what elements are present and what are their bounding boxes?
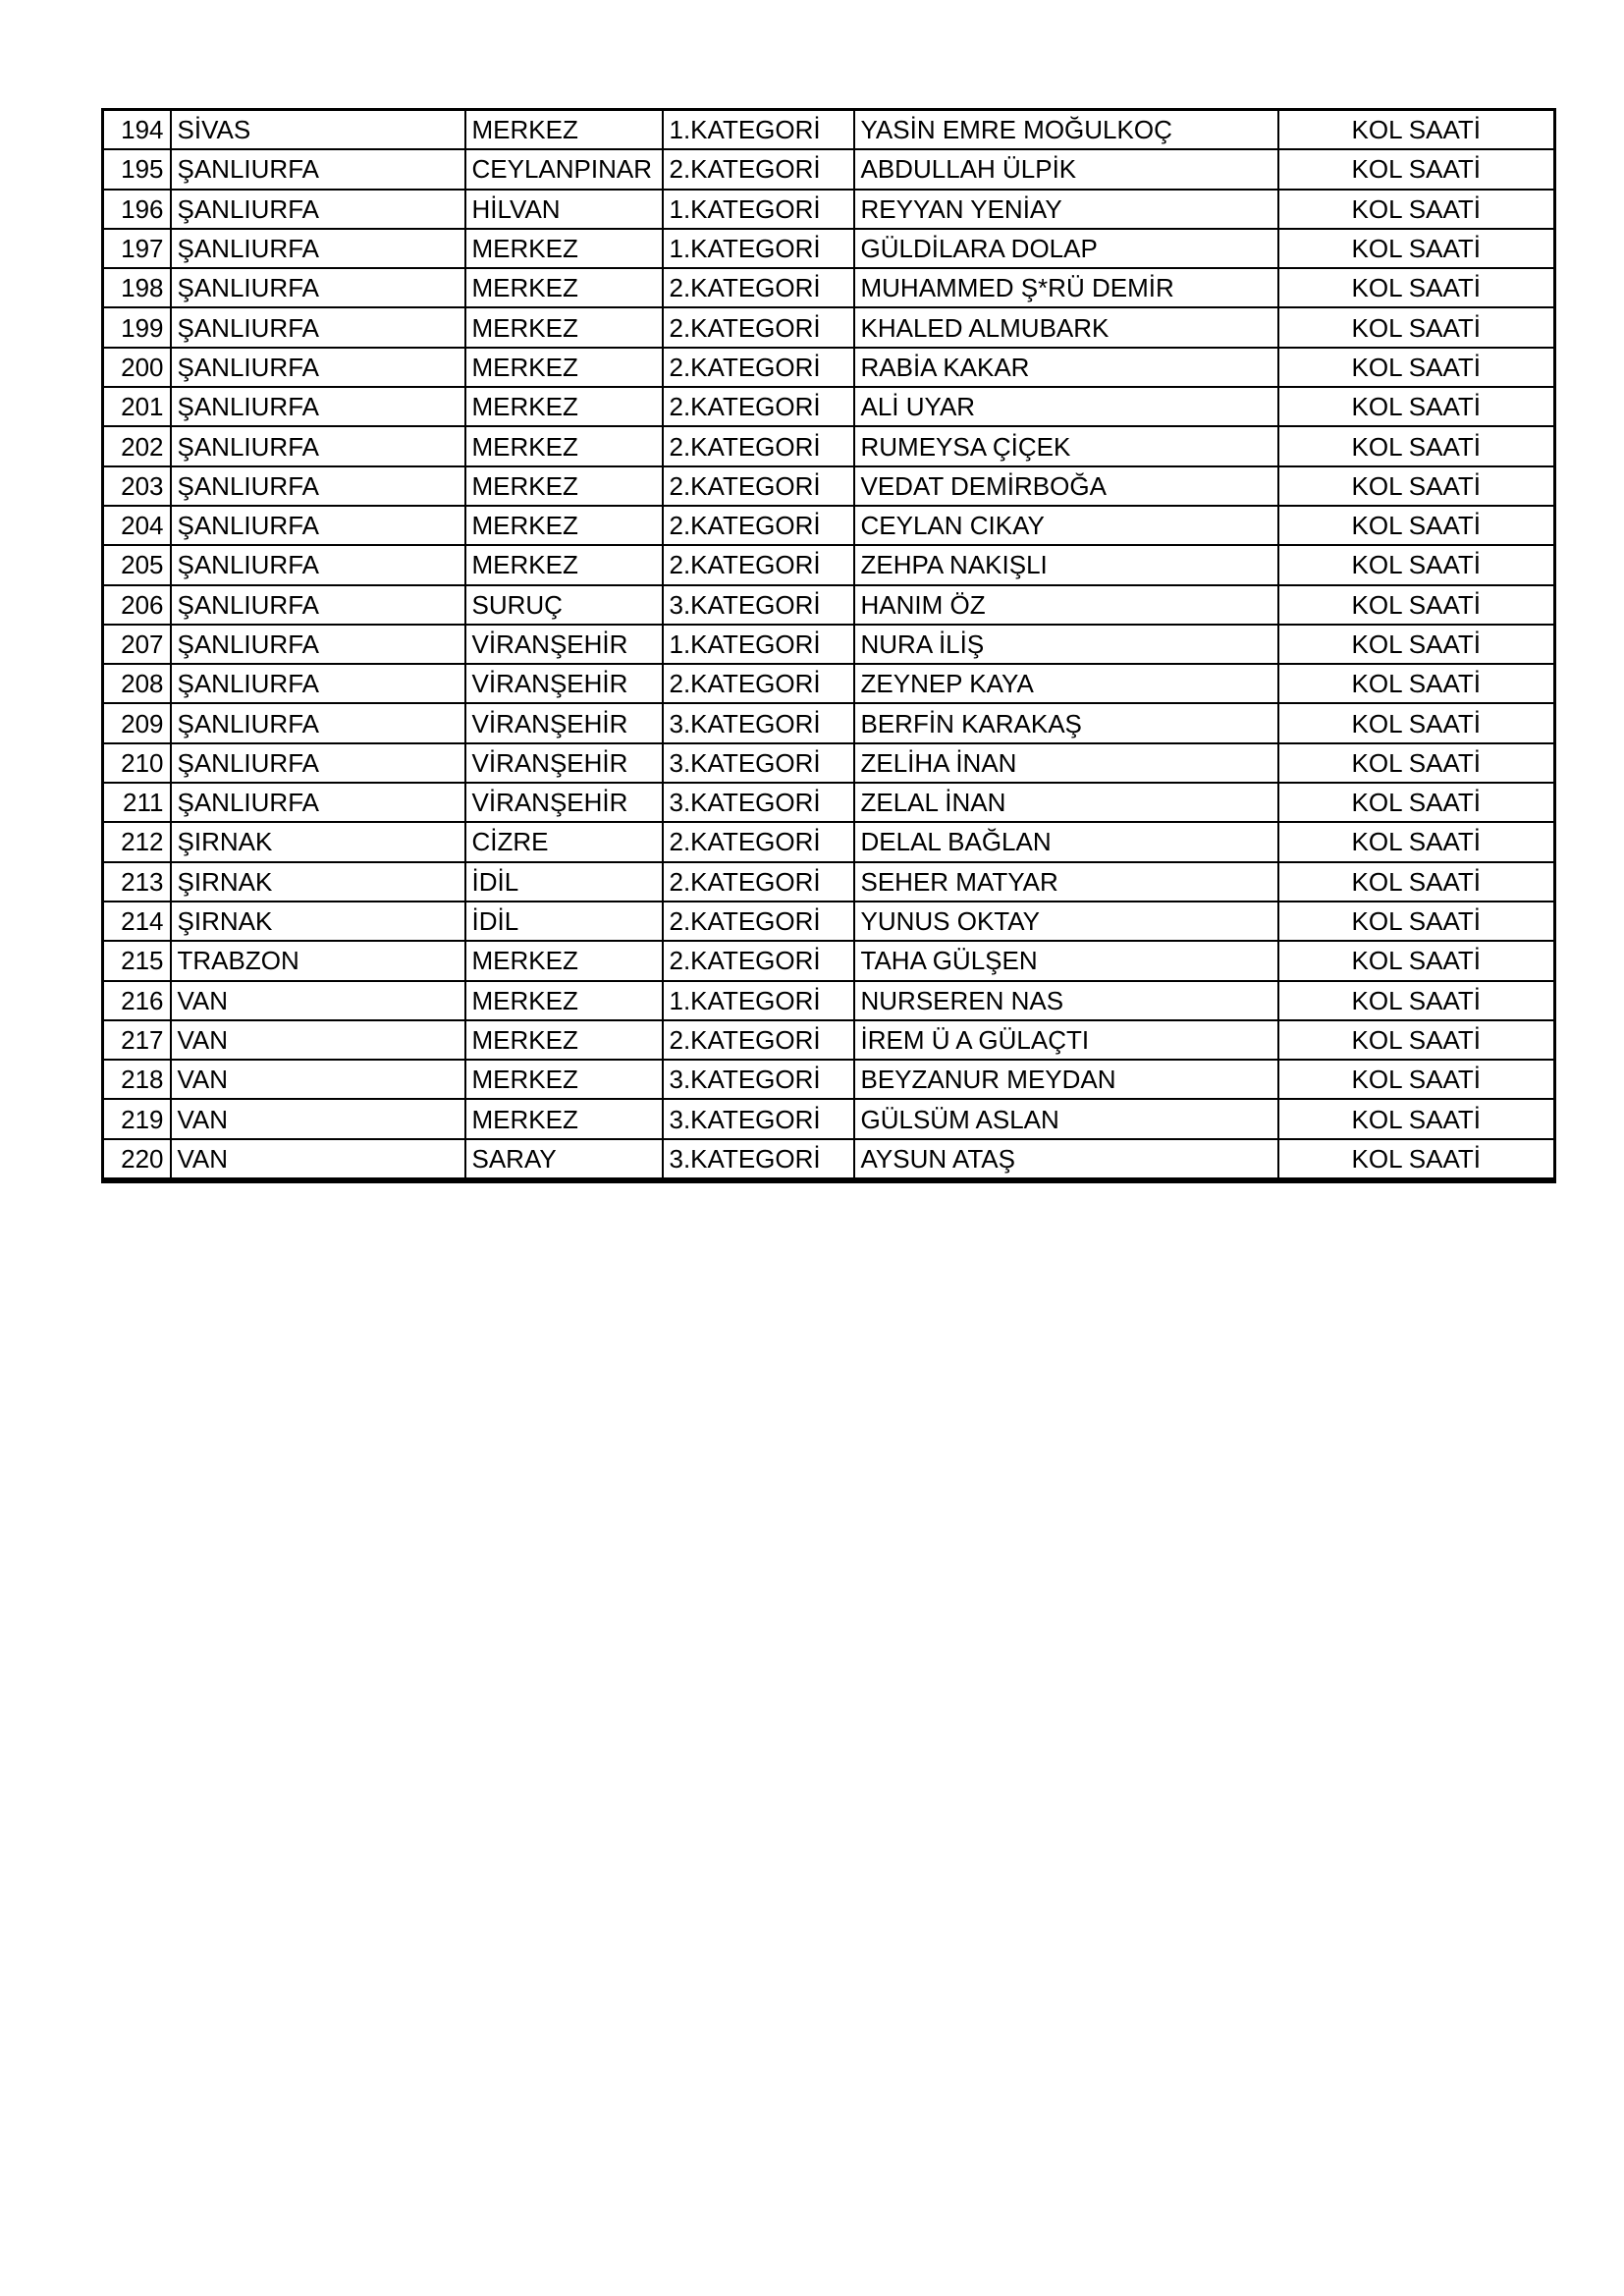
table-row <box>103 981 1555 1020</box>
city-cell: ŞANLIURFA <box>171 783 465 822</box>
category-cell: 2.KATEGORİ <box>663 822 854 861</box>
row-number-cell: 203 <box>103 466 171 506</box>
category-cell: 2.KATEGORİ <box>663 664 854 703</box>
prize-cell: KOL SAATİ <box>1278 545 1555 584</box>
table-row <box>103 1020 1555 1060</box>
district-cell: VİRANŞEHİR <box>465 703 663 742</box>
prize-cell: KOL SAATİ <box>1278 822 1555 861</box>
winner-name-cell: ZEHPA NAKIŞLI <box>854 545 1278 584</box>
winner-name-cell: SEHER MATYAR <box>854 862 1278 902</box>
row-number-cell: 212 <box>103 822 171 861</box>
district-cell: MERKEZ <box>465 307 663 347</box>
table-row <box>103 664 1555 703</box>
district-cell: SURUÇ <box>465 585 663 625</box>
city-cell: ŞANLIURFA <box>171 426 465 465</box>
row-number-cell: 218 <box>103 1060 171 1099</box>
district-cell: MERKEZ <box>465 229 663 268</box>
city-cell: ŞANLIURFA <box>171 743 465 783</box>
row-number-cell: 207 <box>103 625 171 664</box>
winner-name-cell: HANIM ÖZ <box>854 585 1278 625</box>
city-cell: ŞIRNAK <box>171 902 465 941</box>
category-cell: 1.KATEGORİ <box>663 110 854 150</box>
row-number-cell: 220 <box>103 1139 171 1180</box>
winner-name-cell: ZELAL İNAN <box>854 783 1278 822</box>
category-cell: 2.KATEGORİ <box>663 149 854 189</box>
district-cell: MERKEZ <box>465 426 663 465</box>
row-number-cell: 194 <box>103 110 171 150</box>
table-row <box>103 466 1555 506</box>
city-cell: ŞANLIURFA <box>171 703 465 742</box>
city-cell: TRABZON <box>171 941 465 980</box>
row-number-cell: 199 <box>103 307 171 347</box>
district-cell: MERKEZ <box>465 387 663 426</box>
category-cell: 3.KATEGORİ <box>663 703 854 742</box>
city-cell: ŞANLIURFA <box>171 545 465 584</box>
city-cell: SİVAS <box>171 110 465 150</box>
winner-name-cell: YUNUS OKTAY <box>854 902 1278 941</box>
district-cell: MERKEZ <box>465 110 663 150</box>
district-cell: CİZRE <box>465 822 663 861</box>
city-cell: ŞIRNAK <box>171 862 465 902</box>
category-cell: 3.KATEGORİ <box>663 783 854 822</box>
prize-cell: KOL SAATİ <box>1278 783 1555 822</box>
city-cell: VAN <box>171 1020 465 1060</box>
city-cell: ŞANLIURFA <box>171 466 465 506</box>
row-number-cell: 211 <box>103 783 171 822</box>
table-row <box>103 307 1555 347</box>
prize-cell: KOL SAATİ <box>1278 862 1555 902</box>
district-cell: MERKEZ <box>465 506 663 545</box>
prize-cell: KOL SAATİ <box>1278 902 1555 941</box>
row-number-cell: 205 <box>103 545 171 584</box>
winner-name-cell: İREM Ü A GÜLAÇTI <box>854 1020 1278 1060</box>
row-number-cell: 198 <box>103 268 171 307</box>
prize-cell: KOL SAATİ <box>1278 1060 1555 1099</box>
winner-name-cell: TAHA GÜLŞEN <box>854 941 1278 980</box>
prize-cell: KOL SAATİ <box>1278 625 1555 664</box>
category-cell: 1.KATEGORİ <box>663 190 854 229</box>
category-cell: 1.KATEGORİ <box>663 229 854 268</box>
city-cell: ŞANLIURFA <box>171 625 465 664</box>
winner-name-cell: MUHAMMED Ş*RÜ DEMİR <box>854 268 1278 307</box>
row-number-cell: 210 <box>103 743 171 783</box>
prize-cell: KOL SAATİ <box>1278 229 1555 268</box>
category-cell: 2.KATEGORİ <box>663 387 854 426</box>
row-number-cell: 214 <box>103 902 171 941</box>
row-number-cell: 200 <box>103 348 171 387</box>
category-cell: 2.KATEGORİ <box>663 862 854 902</box>
row-number-cell: 217 <box>103 1020 171 1060</box>
category-cell: 3.KATEGORİ <box>663 743 854 783</box>
city-cell: ŞANLIURFA <box>171 506 465 545</box>
winner-name-cell: YASİN EMRE MOĞULKOÇ <box>854 110 1278 150</box>
prize-cell: KOL SAATİ <box>1278 268 1555 307</box>
city-cell: ŞANLIURFA <box>171 387 465 426</box>
prize-cell: KOL SAATİ <box>1278 426 1555 465</box>
city-cell: ŞIRNAK <box>171 822 465 861</box>
winner-name-cell: ZEYNEP KAYA <box>854 664 1278 703</box>
city-cell: ŞANLIURFA <box>171 585 465 625</box>
winner-name-cell: GÜLDİLARA DOLAP <box>854 229 1278 268</box>
prize-cell: KOL SAATİ <box>1278 387 1555 426</box>
winner-name-cell: RABİA KAKAR <box>854 348 1278 387</box>
city-cell: VAN <box>171 981 465 1020</box>
city-cell: ŞANLIURFA <box>171 348 465 387</box>
district-cell: VİRANŞEHİR <box>465 743 663 783</box>
district-cell: SARAY <box>465 1139 663 1180</box>
prize-cell: KOL SAATİ <box>1278 1139 1555 1180</box>
category-cell: 2.KATEGORİ <box>663 426 854 465</box>
winner-name-cell: BERFİN KARAKAŞ <box>854 703 1278 742</box>
district-cell: MERKEZ <box>465 348 663 387</box>
district-cell: İDİL <box>465 862 663 902</box>
category-cell: 2.KATEGORİ <box>663 307 854 347</box>
winner-name-cell: AYSUN ATAŞ <box>854 1139 1278 1180</box>
prize-cell: KOL SAATİ <box>1278 466 1555 506</box>
row-number-cell: 196 <box>103 190 171 229</box>
row-number-cell: 213 <box>103 862 171 902</box>
winner-name-cell: BEYZANUR MEYDAN <box>854 1060 1278 1099</box>
district-cell: MERKEZ <box>465 1099 663 1138</box>
row-number-cell: 208 <box>103 664 171 703</box>
category-cell: 2.KATEGORİ <box>663 941 854 980</box>
prize-cell: KOL SAATİ <box>1278 348 1555 387</box>
prize-cell: KOL SAATİ <box>1278 1020 1555 1060</box>
table-row <box>103 545 1555 584</box>
winner-name-cell: REYYAN YENİAY <box>854 190 1278 229</box>
table-row <box>103 822 1555 861</box>
table-row <box>103 268 1555 307</box>
city-cell: ŞANLIURFA <box>171 149 465 189</box>
district-cell: MERKEZ <box>465 545 663 584</box>
prize-cell: KOL SAATİ <box>1278 110 1555 150</box>
district-cell: CEYLANPINAR <box>465 149 663 189</box>
district-cell: HİLVAN <box>465 190 663 229</box>
table-row <box>103 862 1555 902</box>
district-cell: VİRANŞEHİR <box>465 783 663 822</box>
district-cell: MERKEZ <box>465 1020 663 1060</box>
table-row <box>103 149 1555 189</box>
district-cell: İDİL <box>465 902 663 941</box>
category-cell: 2.KATEGORİ <box>663 902 854 941</box>
category-cell: 3.KATEGORİ <box>663 1060 854 1099</box>
category-cell: 3.KATEGORİ <box>663 1099 854 1138</box>
table-row <box>103 585 1555 625</box>
winner-name-cell: ALİ UYAR <box>854 387 1278 426</box>
winner-name-cell: NURSEREN NAS <box>854 981 1278 1020</box>
city-cell: VAN <box>171 1099 465 1138</box>
district-cell: MERKEZ <box>465 1060 663 1099</box>
table-row <box>103 426 1555 465</box>
district-cell: MERKEZ <box>465 981 663 1020</box>
row-number-cell: 197 <box>103 229 171 268</box>
row-number-cell: 206 <box>103 585 171 625</box>
prize-cell: KOL SAATİ <box>1278 585 1555 625</box>
city-cell: ŞANLIURFA <box>171 190 465 229</box>
prize-cell: KOL SAATİ <box>1278 703 1555 742</box>
winner-name-cell: ZELİHA İNAN <box>854 743 1278 783</box>
row-number-cell: 215 <box>103 941 171 980</box>
row-number-cell: 204 <box>103 506 171 545</box>
table-row <box>103 783 1555 822</box>
category-cell: 3.KATEGORİ <box>663 1139 854 1180</box>
category-cell: 2.KATEGORİ <box>663 348 854 387</box>
row-number-cell: 202 <box>103 426 171 465</box>
city-cell: ŞANLIURFA <box>171 307 465 347</box>
winner-name-cell: CEYLAN CIKAY <box>854 506 1278 545</box>
category-cell: 2.KATEGORİ <box>663 506 854 545</box>
category-cell: 3.KATEGORİ <box>663 585 854 625</box>
table-row <box>103 1139 1555 1180</box>
row-number-cell: 216 <box>103 981 171 1020</box>
prize-cell: KOL SAATİ <box>1278 981 1555 1020</box>
table-row <box>103 190 1555 229</box>
category-cell: 2.KATEGORİ <box>663 466 854 506</box>
row-number-cell: 219 <box>103 1099 171 1138</box>
category-cell: 2.KATEGORİ <box>663 268 854 307</box>
category-cell: 1.KATEGORİ <box>663 625 854 664</box>
table-row <box>103 348 1555 387</box>
table-row <box>103 743 1555 783</box>
table-row <box>103 625 1555 664</box>
table-row <box>103 902 1555 941</box>
district-cell: MERKEZ <box>465 941 663 980</box>
table-row <box>103 229 1555 268</box>
prize-cell: KOL SAATİ <box>1278 506 1555 545</box>
prize-cell: KOL SAATİ <box>1278 941 1555 980</box>
table-row <box>103 1060 1555 1099</box>
city-cell: ŞANLIURFA <box>171 664 465 703</box>
prize-cell: KOL SAATİ <box>1278 743 1555 783</box>
table-row <box>103 703 1555 742</box>
table-row <box>103 110 1555 150</box>
table-row <box>103 1099 1555 1138</box>
winner-name-cell: ABDULLAH ÜLPİK <box>854 149 1278 189</box>
table-row <box>103 387 1555 426</box>
winners-table-body <box>103 110 1555 1181</box>
city-cell: ŞANLIURFA <box>171 268 465 307</box>
table-row <box>103 941 1555 980</box>
city-cell: VAN <box>171 1139 465 1180</box>
prize-cell: KOL SAATİ <box>1278 307 1555 347</box>
row-number-cell: 209 <box>103 703 171 742</box>
winner-name-cell: KHALED ALMUBARK <box>854 307 1278 347</box>
prize-cell: KOL SAATİ <box>1278 190 1555 229</box>
category-cell: 2.KATEGORİ <box>663 545 854 584</box>
district-cell: VİRANŞEHİR <box>465 664 663 703</box>
winners-table <box>101 108 1556 1183</box>
table-row <box>103 506 1555 545</box>
district-cell: MERKEZ <box>465 466 663 506</box>
prize-cell: KOL SAATİ <box>1278 149 1555 189</box>
category-cell: 2.KATEGORİ <box>663 1020 854 1060</box>
row-number-cell: 201 <box>103 387 171 426</box>
winner-name-cell: GÜLSÜM ASLAN <box>854 1099 1278 1138</box>
row-number-cell: 195 <box>103 149 171 189</box>
prize-cell: KOL SAATİ <box>1278 1099 1555 1138</box>
winner-name-cell: NURA İLİŞ <box>854 625 1278 664</box>
district-cell: VİRANŞEHİR <box>465 625 663 664</box>
winner-name-cell: DELAL BAĞLAN <box>854 822 1278 861</box>
city-cell: VAN <box>171 1060 465 1099</box>
city-cell: ŞANLIURFA <box>171 229 465 268</box>
winner-name-cell: VEDAT DEMİRBOĞA <box>854 466 1278 506</box>
winner-name-cell: RUMEYSA ÇİÇEK <box>854 426 1278 465</box>
district-cell: MERKEZ <box>465 268 663 307</box>
category-cell: 1.KATEGORİ <box>663 981 854 1020</box>
prize-cell: KOL SAATİ <box>1278 664 1555 703</box>
